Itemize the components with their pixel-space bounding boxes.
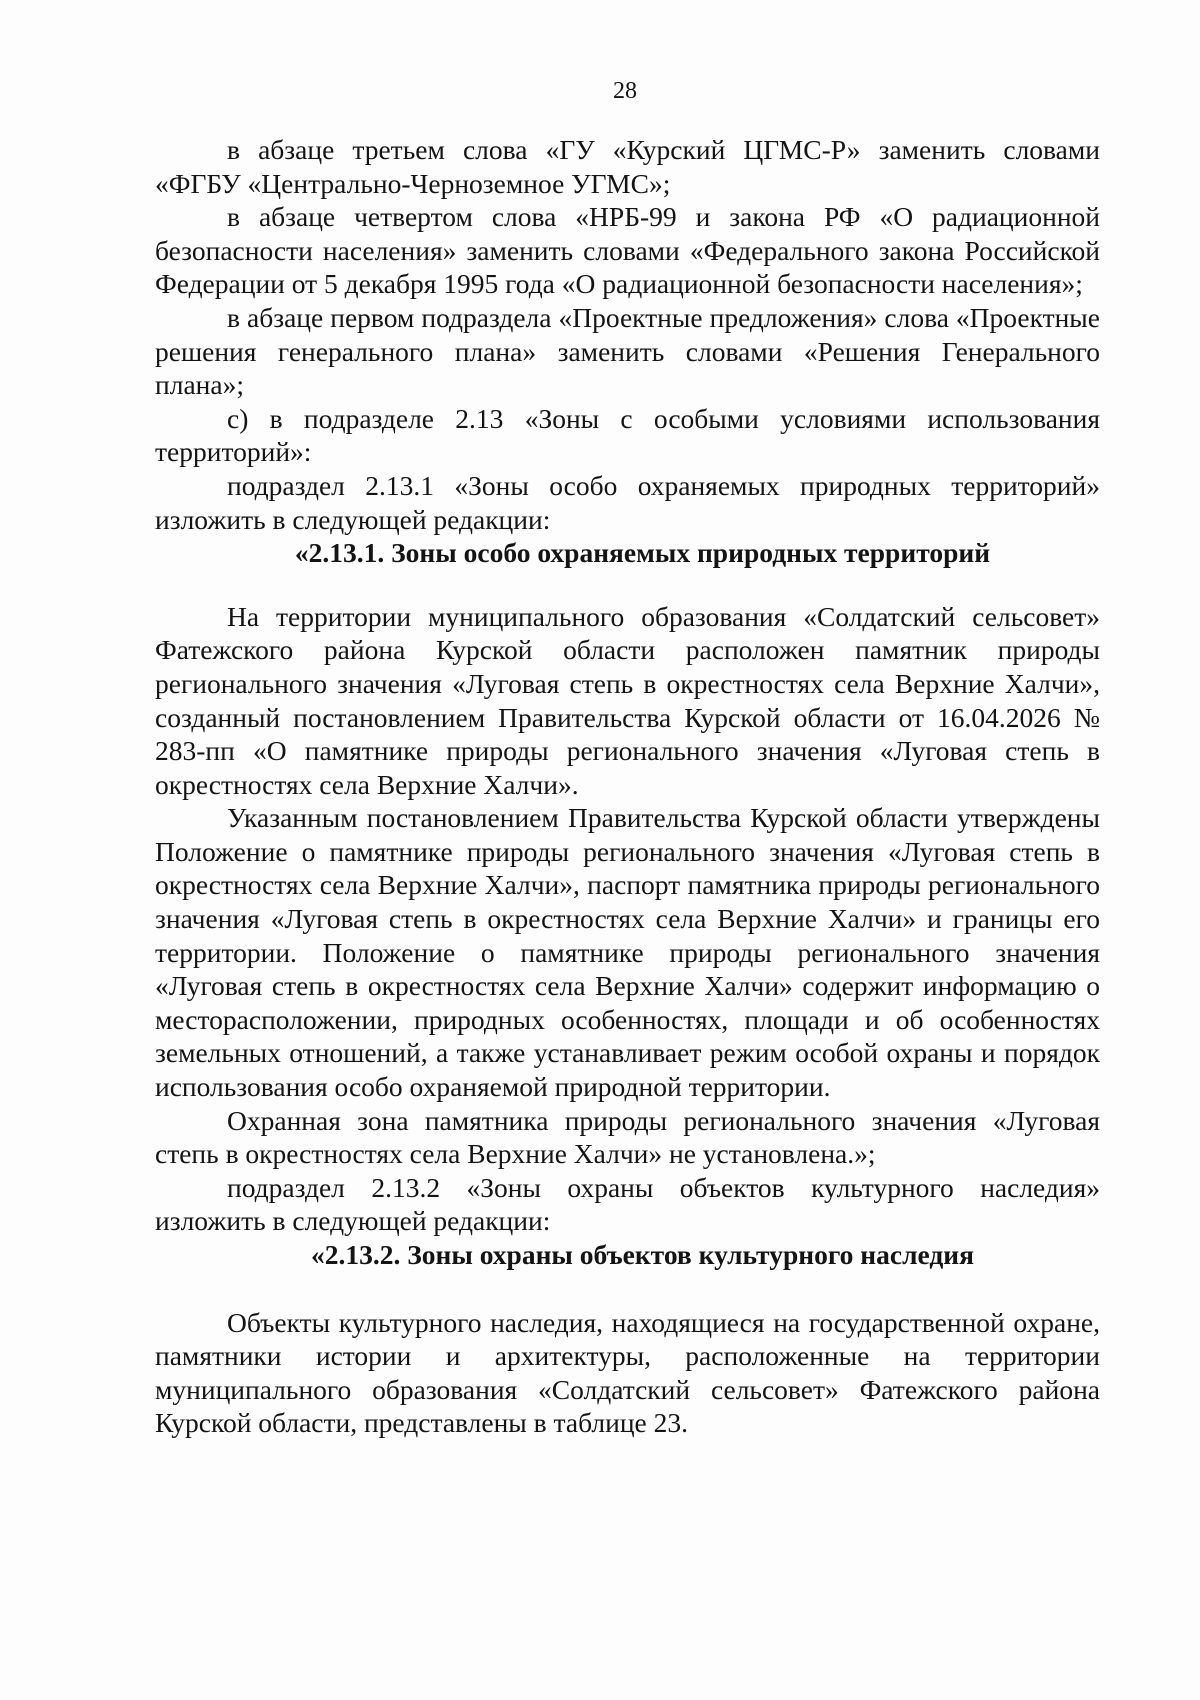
section-heading: «2.13.1. Зоны особо охраняемых природных территорий: [294, 537, 991, 569]
paragraph: в абзаце четвертом слова «НРБ-99 и закона РФ «О радиационной безопасности населения» заменить словами «Федерального закона Российской Федерации от 5 декабря 1995 года «О радиационной безопасности населения»;: [155, 201, 1100, 300]
document-body: [155, 133, 1100, 1440]
paragraph: Охранная зона памятника природы регионального значения «Луговая степь в окрестностях села Верхние Халчи» не установлена.»;: [155, 1104, 1100, 1170]
paragraph: Объекты культурного наследия, находящиеся на государственной охране, памятники истории и архитектуры, расположенные на территории муниципального образования «Солдатский сельсовет» Фатежского района Курской области, представлены в таблице 23.: [155, 1306, 1100, 1439]
paragraph: с) в подразделе 2.13 «Зоны с особыми условиями использования территорий»:: [155, 402, 1100, 468]
paragraph: подраздел 2.13.1 «Зоны особо охраняемых природных территорий» изложить в следующей редакции:: [155, 469, 1100, 535]
spacer: [155, 1272, 1100, 1306]
paragraph: На территории муниципального образования «Солдатский сельсовет» Фатежского района Курской области расположен памятник природы регионального значения «Луговая степь в окрестностях села Верхние Халчи», созданный постановлением Правительства Курской области от 16.04.2026 № 283-пп «О памятнике природы регионального значения «Луговая степь в окрестностях села Верхние Халчи».: [155, 600, 1100, 800]
spacer: [155, 570, 1100, 600]
paragraph: Указанным постановлением Правительства Курской области утверждены Положение о памятнике природы регионального значения «Луговая степь в окрестностях села Верхние Халчи», паспорт памятника природы регионального значения «Луговая степь в окрестностях села Верхние Халчи» и границы его территории. Положение о памятнике природы регионального значения «Луговая степь в окрестностях села Верхние Халчи» содержит информацию о месторасположении, природных особенностях, площади и об особенностях земельных отношений, а также устанавливает режим особой охраны и порядок использования особо охраняемой природной территории.: [155, 802, 1100, 1103]
paragraph: подраздел 2.13.2 «Зоны охраны объектов культурного наследия» изложить в следующей редакции:: [155, 1171, 1100, 1237]
page-number: 28: [613, 78, 637, 104]
section-heading: «2.13.2. Зоны охраны объектов культурного наследия: [311, 1239, 974, 1270]
paragraph: в абзаце третьем слова «ГУ «Курский ЦГМС-Р» заменить словами «ФГБУ «Центрально-Черноземное УГМС»;: [155, 134, 1100, 199]
paragraph: в абзаце первом подраздела «Проектные предложения» слова «Проектные решения генерального плана» заменить словами «Решения Генерального плана»;: [155, 301, 1100, 401]
